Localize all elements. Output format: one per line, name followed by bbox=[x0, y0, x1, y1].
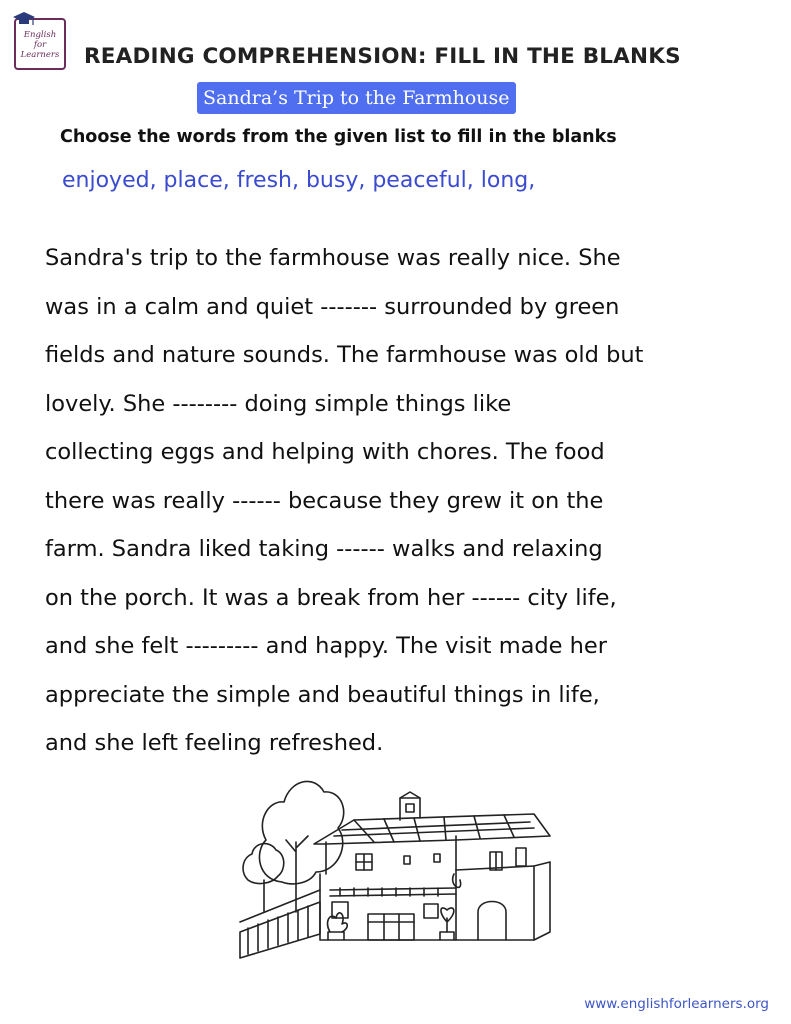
story-line: lovely. She -------- doing simple things like bbox=[45, 390, 512, 417]
story-text bbox=[45, 234, 765, 768]
logo-text bbox=[16, 30, 64, 60]
story-line: there was really ------ because they grew it on the bbox=[45, 487, 604, 514]
logo-text-line: English bbox=[23, 30, 57, 40]
story-line: collecting eggs and helping with chores. The food bbox=[45, 439, 605, 465]
story-title-badge: Sandra’s Trip to the Farmhouse bbox=[197, 82, 516, 114]
story-line: and she felt --------- and happy. The visit made her bbox=[45, 633, 608, 659]
story-line: on the porch. It was a break from her ------ city life, bbox=[45, 584, 617, 611]
story-line: Sandra's trip to the farmhouse was really nice. She bbox=[45, 245, 621, 271]
story-line: appreciate the simple and beautiful things in life, bbox=[45, 681, 600, 708]
logo-text-line: for bbox=[33, 40, 47, 50]
instruction-text: Choose the words from the given list to fill in the blanks bbox=[60, 127, 617, 147]
page-title: READING COMPREHENSION: FILL IN THE BLANKS bbox=[84, 44, 681, 69]
story-line: fields and nature sounds. The farmhouse was old but bbox=[45, 342, 644, 368]
site-logo bbox=[14, 18, 66, 70]
story-line: was in a calm and quiet ------- surrounded by green bbox=[45, 293, 620, 320]
graduation-cap-icon bbox=[12, 10, 36, 28]
word-list: enjoyed, place, fresh, busy, peaceful, long, bbox=[62, 168, 536, 193]
footer-website: www.englishforlearners.org bbox=[584, 996, 769, 1012]
farmhouse-drawing-icon bbox=[234, 762, 564, 962]
story-line: and she left feeling refreshed. bbox=[45, 730, 384, 756]
story-line: farm. Sandra liked taking ------ walks and relaxing bbox=[45, 536, 603, 562]
logo-text-line: Learners bbox=[20, 50, 60, 60]
